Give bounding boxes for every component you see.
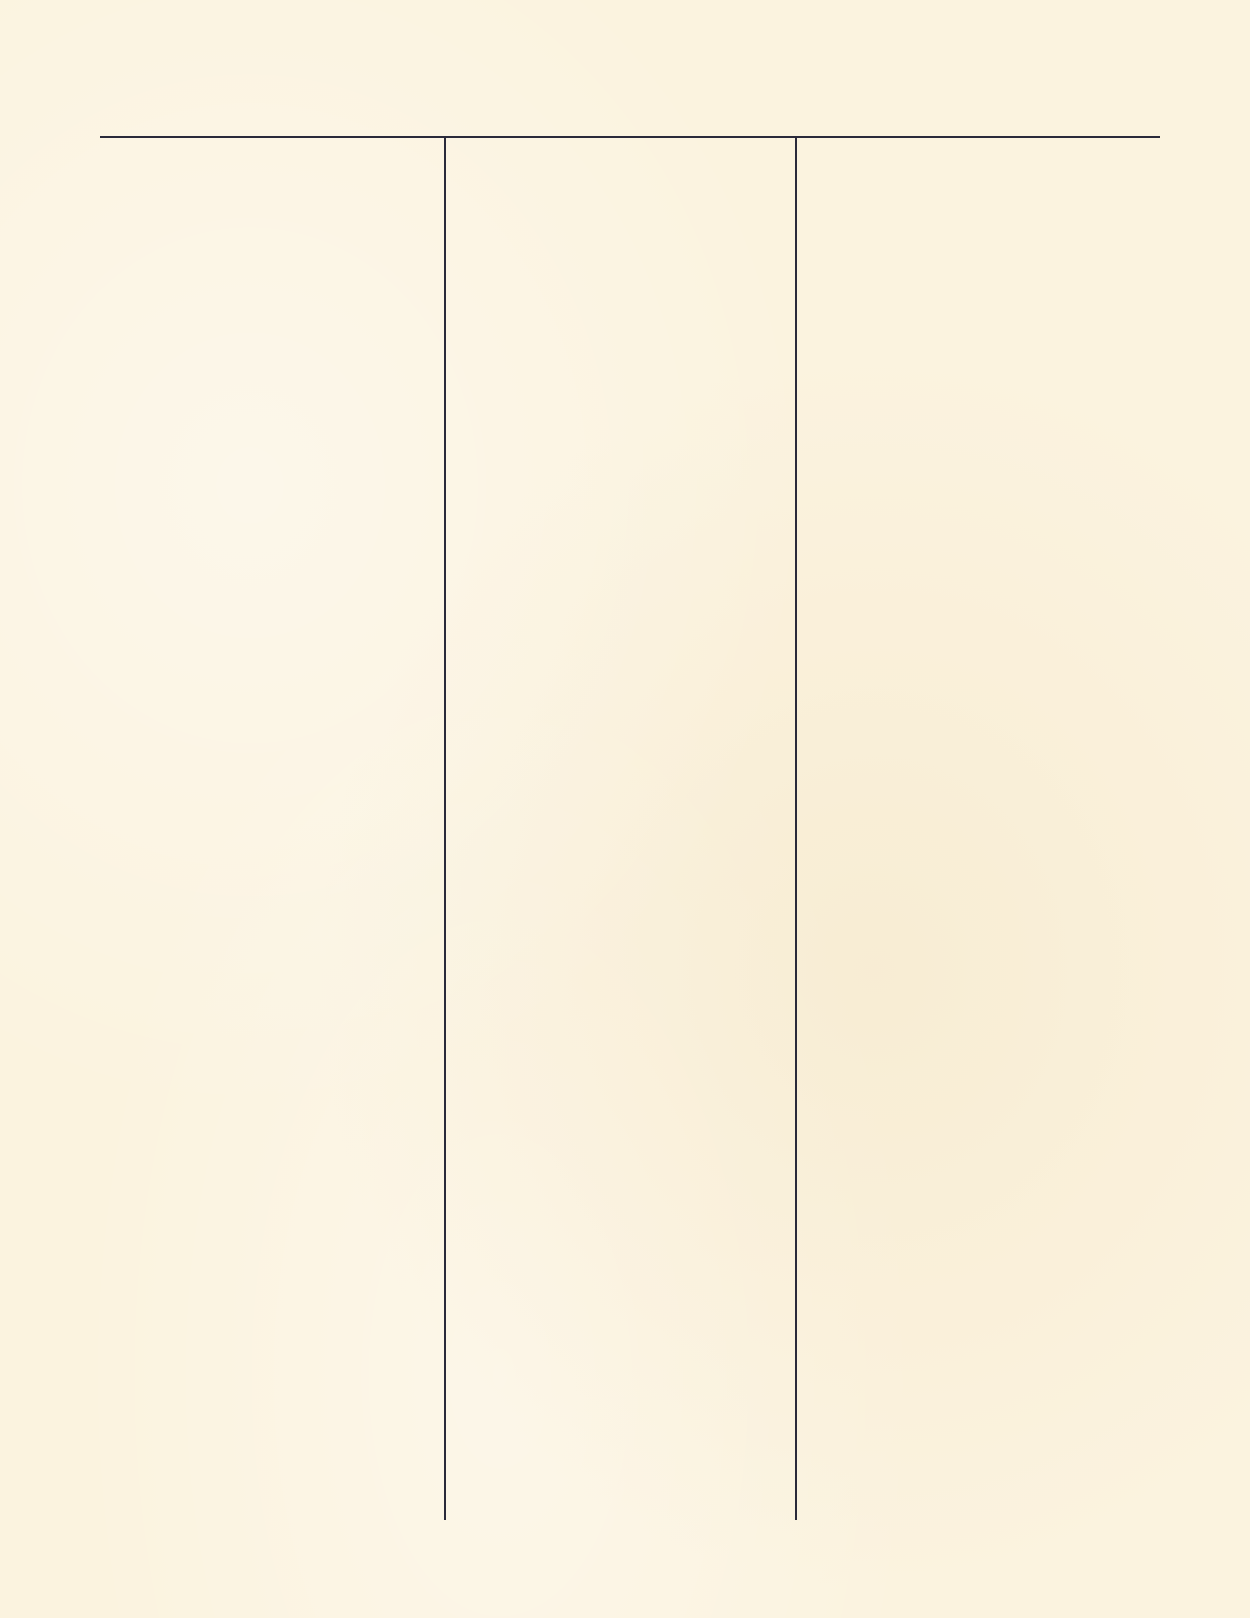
page-header (100, 110, 1160, 138)
holly-border-top (86, 76, 1166, 102)
column-divider (444, 138, 446, 1520)
holly-border-bottom (86, 1515, 1166, 1541)
column-left (107, 148, 441, 150)
column-right (807, 148, 1143, 150)
column-divider (795, 138, 797, 1520)
